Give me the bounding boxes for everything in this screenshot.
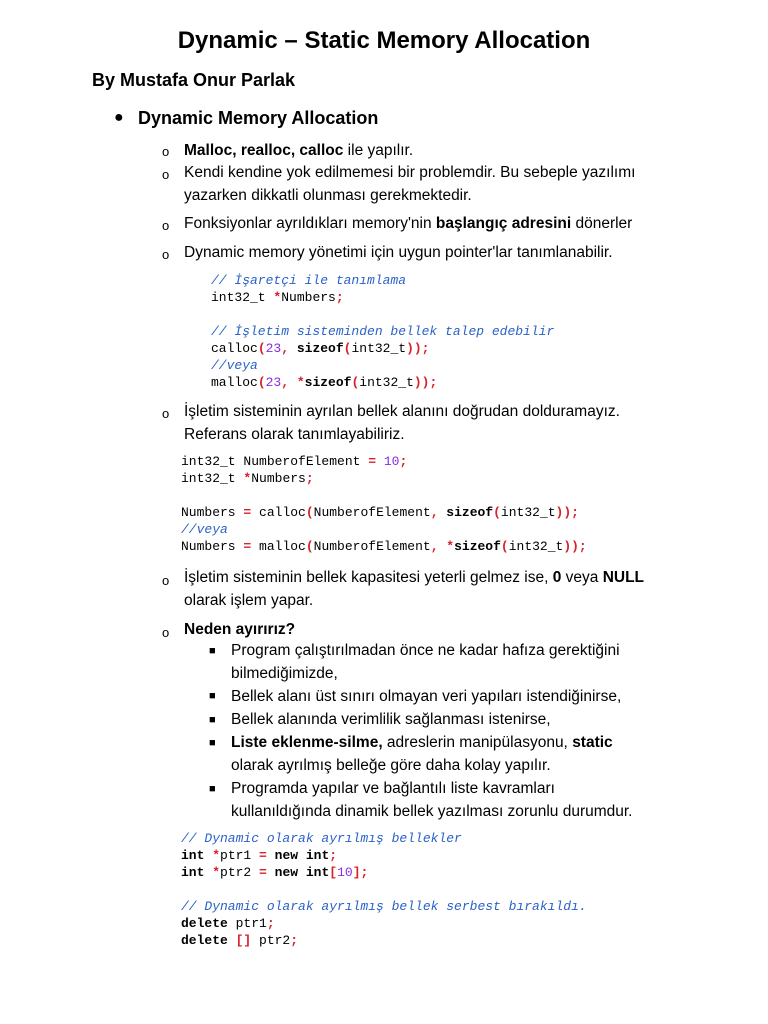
square-bullet-icon: ■ bbox=[209, 783, 216, 795]
code-block: int32_t NumberofElement = 10; int32_t *Numbers; Numbers = calloc(NumberofElement, sizeof(int32_t)); //veya Numbers = malloc(NumberofElement, *sizeof(int32_t)); bbox=[181, 454, 587, 554]
page-title: Dynamic – Static Memory Allocation bbox=[177, 27, 591, 54]
circle-bullet-icon: o bbox=[162, 218, 170, 233]
list-item: Bellek alanı üst sınırı olmayan veri yapıları istendiğinirse, bbox=[231, 688, 622, 705]
square-bullet-icon: ■ bbox=[209, 690, 216, 702]
circle-bullet-icon: o bbox=[162, 167, 170, 182]
code-block: // Dynamic olarak ayrılmış bellekler int *ptr1 = new int; int *ptr2 = new int[10]; // Dynamic olarak ayrılmış bellek serbest bırakıldı. delete ptr1; delete [] ptr2; bbox=[181, 831, 587, 948]
section-heading: Dynamic Memory Allocation bbox=[138, 108, 379, 128]
list-item: Malloc, realloc, calloc ile yapılır. bbox=[184, 142, 414, 159]
circle-bullet-icon: o bbox=[162, 625, 170, 640]
square-bullet-icon: ■ bbox=[209, 737, 216, 749]
circle-bullet-icon: o bbox=[162, 247, 170, 262]
square-bullet-icon: ■ bbox=[209, 645, 216, 657]
list-item: Program çalıştırılmadan önce ne kadar hafıza gerektiğini bilmediğimizde, bbox=[231, 642, 620, 682]
list-item: Programda yapılar ve bağlantılı liste kavramları kullanıldığında dinamik bellek yazılması zorunlu durumdur. bbox=[231, 780, 633, 820]
list-item: İşletim sisteminin ayrılan bellek alanını doğrudan dolduramayız. Referans olarak tanımlayabiliriz. bbox=[184, 403, 620, 443]
bullet-dot-icon: ● bbox=[114, 109, 124, 126]
list-item: İşletim sisteminin bellek kapasitesi yeterli gelmez ise, 0 veya NULL olarak işlem yapar. bbox=[184, 569, 645, 609]
author-line: By Mustafa Onur Parlak bbox=[92, 70, 296, 90]
square-bullet-icon: ■ bbox=[209, 714, 216, 726]
list-item: Liste eklenme-silme, adreslerin manipülasyonu, static olarak ayrılmış belleğe göre daha kolay yapılır. bbox=[231, 734, 613, 774]
code-block: // İşaretçi ile tanımlama int32_t *Numbers; // İşletim sisteminden bellek talep edebilir calloc(23, sizeof(int32_t)); //veya malloc(23, *sizeof(int32_t)); bbox=[211, 273, 555, 390]
circle-bullet-icon: o bbox=[162, 406, 170, 421]
circle-bullet-icon: o bbox=[162, 573, 170, 588]
list-item: Fonksiyonlar ayrıldıkları memory'nin başlangıç adresini dönerler bbox=[184, 215, 633, 232]
list-item: Kendi kendine yok edilmemesi bir problemdir. Bu sebeple yazılımı yazarken dikkatli olunması gerekmektedir. bbox=[184, 164, 636, 204]
circle-bullet-icon: o bbox=[162, 144, 170, 159]
list-item: Neden ayırırız? bbox=[184, 621, 296, 638]
list-item: Bellek alanında verimlilik sağlanması istenirse, bbox=[231, 711, 551, 728]
list-item: Dynamic memory yönetimi için uygun pointer'lar tanımlanabilir. bbox=[184, 244, 613, 261]
